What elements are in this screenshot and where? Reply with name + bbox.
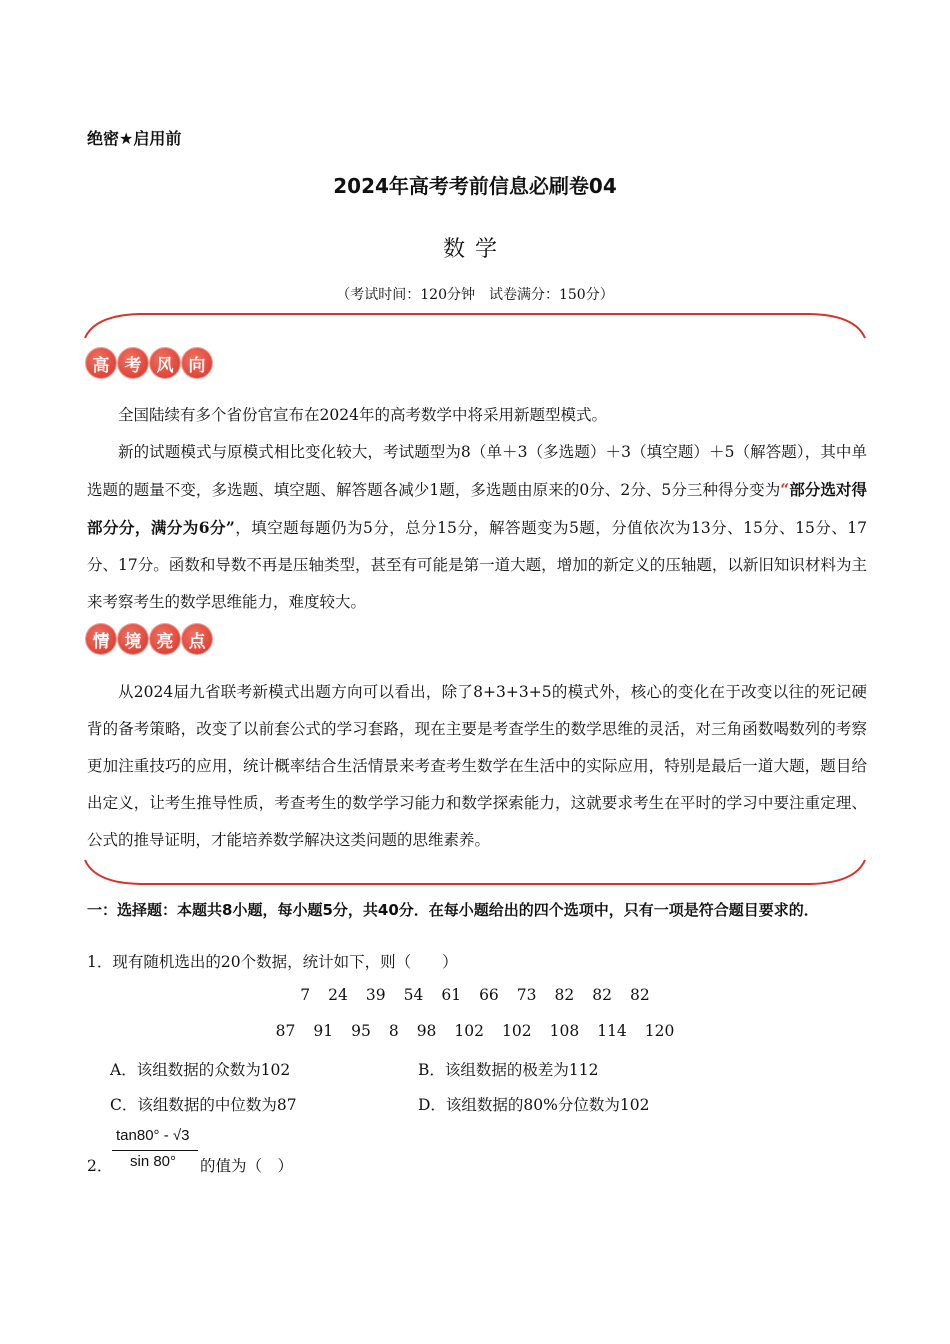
trend-text-a: 新的试题模式与原模式相比变化较大，考试题型为8（单＋3（多选题）＋3（填空题）＋5（解答题），其中单选题的题量不变，多选题、填空题、解答题各减少1题，多选题由原来的0分、2分、5分三种得分变为 bbox=[87, 443, 867, 499]
data-value: 73 bbox=[516, 986, 537, 1004]
option-b: B．该组数据的极差为112 bbox=[418, 1061, 599, 1079]
question-1-stem: 1．现有随机选出的20个数据，统计如下，则（ ） bbox=[87, 953, 458, 971]
data-value: 108 bbox=[549, 1022, 580, 1040]
bottom-frame-curve bbox=[80, 858, 870, 888]
trend-paragraph-1: 全国陆续有多个省份官宣布在2024年的高考数学中将采用新题型模式。 bbox=[118, 406, 607, 424]
badge-char: 风 bbox=[150, 348, 180, 378]
data-value: 82 bbox=[592, 986, 612, 1004]
badge-char: 向 bbox=[182, 348, 212, 378]
badge-char: 亮 bbox=[150, 624, 180, 654]
data-value: 61 bbox=[441, 986, 462, 1004]
highlight-paragraph: 从2024届九省联考新模式出题方向可以看出，除了8+3+3+5的模式外，核心的变化在于改变以往的死记硬背的备考策略，改变了以前套公式的学习套路，现在主要是考查学生的数学思维的灵活，对三角函数喝数列的考察更加注重技巧的应用，统计概率结合生活情景来考查考生数学在生活中的实际应用，特别是最后一道大题，题目给出定义，让考生推导性质，考查考生的数学学习能力和数学探索能力，这就要求考生在平时的学习中要注重定理、公式的推导证明，才能培养数学解决这类问题的思维素养。 bbox=[87, 683, 867, 849]
data-value: 54 bbox=[403, 986, 424, 1004]
option-d: D．该组数据的80%分位数为102 bbox=[418, 1096, 650, 1114]
data-value: 82 bbox=[630, 986, 650, 1004]
data-value: 87 bbox=[275, 1022, 296, 1040]
highlight-badge bbox=[86, 624, 212, 654]
data-value: 7 bbox=[300, 986, 311, 1004]
exam-info: （考试时间：120分钟 试卷满分：150分） bbox=[336, 287, 614, 303]
fraction-denominator: sin 80° bbox=[130, 1153, 177, 1170]
data-value: 102 bbox=[502, 1022, 532, 1040]
data-value: 95 bbox=[351, 1022, 371, 1040]
data-value: 120 bbox=[644, 1022, 675, 1040]
data-value: 82 bbox=[554, 986, 575, 1004]
data-row-1 bbox=[0, 986, 950, 1004]
trend-badge bbox=[86, 348, 212, 378]
trend-emphasis: 部分选对得部分分，满分为6分 bbox=[87, 480, 867, 537]
question-2-fraction bbox=[112, 1125, 202, 1175]
question-2-number: 2． bbox=[87, 1157, 113, 1175]
trend-text-b: ，填空题每题仍为5分，总分15分，解答题变为5题，分值依次为13分、15分、15分、17分、17分。函数和导数不再是压轴类型，甚至有可能是第一道大题，增加的新定义的压轴题，以新旧知识材料为主来考察考生的数学思维能力，难度较大。 bbox=[87, 519, 867, 611]
badge-char: 考 bbox=[118, 348, 148, 378]
data-value: 98 bbox=[416, 1022, 437, 1040]
subject-title: 数学 bbox=[442, 237, 507, 262]
data-value: 8 bbox=[388, 1022, 399, 1040]
data-value: 24 bbox=[328, 986, 348, 1004]
badge-char: 境 bbox=[118, 624, 148, 654]
badge-char: 点 bbox=[182, 624, 212, 654]
paper-title: 2024年高考考前信息必刷卷04 bbox=[333, 174, 617, 198]
fraction-bar bbox=[112, 1150, 198, 1151]
trend-paragraph-2 bbox=[87, 434, 867, 621]
data-value: 66 bbox=[479, 986, 499, 1004]
quote-close: ” bbox=[225, 518, 235, 537]
fraction-numerator: tan80° - √3 bbox=[116, 1127, 190, 1144]
question-2-stem: 的值为（ ） bbox=[200, 1157, 294, 1175]
quote-open: “ bbox=[780, 480, 790, 499]
option-a: A．该组数据的众数为102 bbox=[110, 1061, 291, 1079]
section-heading: 一：选择题：本题共8小题，每小题5分，共40分．在每小题给出的四个选项中，只有一项是符合题目要求的． bbox=[87, 901, 819, 919]
badge-char: 高 bbox=[86, 348, 116, 378]
data-value: 102 bbox=[454, 1022, 485, 1040]
data-value: 114 bbox=[597, 1022, 627, 1040]
data-value: 39 bbox=[365, 986, 386, 1004]
data-value: 91 bbox=[313, 1022, 334, 1040]
data-row-2 bbox=[0, 1022, 950, 1040]
confidential-label: 绝密★启用前 bbox=[87, 129, 182, 148]
top-frame-curve bbox=[80, 310, 870, 340]
option-c: C．该组数据的中位数为87 bbox=[110, 1096, 297, 1114]
badge-char: 情 bbox=[86, 624, 116, 654]
